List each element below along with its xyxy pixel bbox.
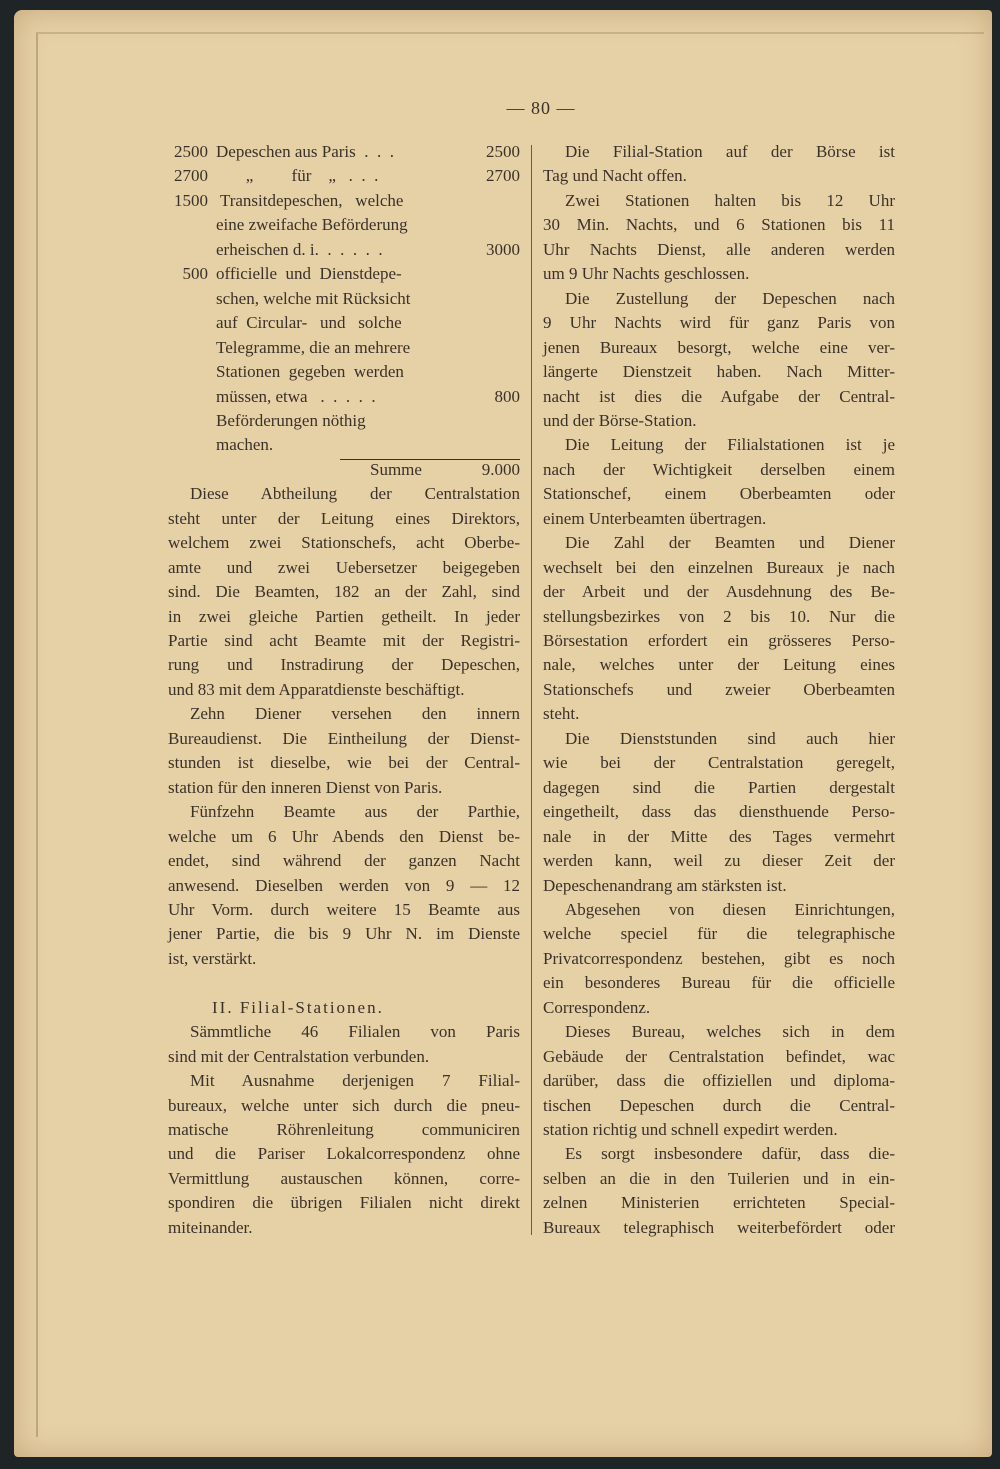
text-line: welche um 6 Uhr Abends den Dienst be- (168, 826, 520, 846)
text-line: matische Röhrenleitung communiciren (168, 1120, 520, 1139)
text-line: Abgesehen von diesen Einrichtungen, (565, 899, 895, 919)
table-row (168, 311, 520, 335)
text-line: Uhr Nachts Dienst, alle anderen werden (543, 239, 895, 259)
text-line: tischen Depeschen durch die Central- (543, 1095, 895, 1115)
text-line: bureaux, welche unter sich durch die pneu- (168, 1095, 520, 1115)
page-number: — 80 — (506, 98, 576, 118)
text-line: Uhr Vorm. durch weitere 15 Beamte aus (168, 899, 520, 919)
table-count: 2700 (174, 166, 208, 186)
text-line: Partie sind acht Beamte mit der Registri- (168, 631, 520, 650)
text-line: 30 Min. Nachts, und 6 Stationen bis 11 (543, 215, 895, 235)
table-row (168, 336, 520, 360)
table-description: Telegramme, die an mehrere (216, 337, 411, 357)
text-line: rung und Instradirung der Depeschen, (168, 655, 520, 675)
text-line: amte und zwei Uebersetzer beigegeben (168, 557, 520, 577)
text-line: nacht ist dies die Aufgabe der Central- (543, 386, 895, 406)
table-row (168, 164, 520, 188)
table-row (168, 409, 520, 433)
text-line: anwesend. Dieselben werden von 9 — 12 (168, 875, 520, 895)
text-line: werden kann, weil zu dieser Zeit der (543, 851, 895, 871)
table-description: müssen, etwa . . . . . (216, 386, 376, 406)
table-description: Beförderungen nöthig (216, 410, 366, 430)
table-count: 2500 (174, 142, 208, 161)
text-line: steht. (543, 704, 580, 724)
text-line: Gebäude der Centralstation befindet, wac (543, 1046, 895, 1066)
table-value: 800 (494, 386, 520, 406)
sum-label: Summe (370, 459, 422, 479)
text-line: station richtig und schnell expedirt werden. (543, 1120, 838, 1139)
table-sum-row (168, 458, 520, 482)
text-line: jenen Bureaux besorgt, welche eine ver- (543, 337, 895, 357)
text-line: sind mit der Centralstation verbunden. (168, 1046, 430, 1066)
text-line: jener Partie, die bis 9 Uhr N. im Dienste (168, 924, 520, 944)
text-line: nale in der Mitte des Tages vermehrt (543, 826, 895, 846)
text-line: 9 Uhr Nachts wird für ganz Paris von (543, 313, 895, 333)
text-line: welchem zwei Stationschefs, acht Oberbe- (168, 533, 520, 553)
table-description: erheischen d. i. . . . . . (216, 239, 383, 259)
text-line: und 83 mit dem Apparatdienste beschäftigt. (168, 679, 465, 699)
text-line: Dieses Bureau, welches sich in dem (565, 1022, 895, 1042)
table-row (168, 287, 520, 311)
table-description: Stationen gegeben werden (216, 362, 404, 382)
table-value: 2500 (486, 142, 520, 161)
text-line: dagegen sind die Partien dergestalt (543, 777, 895, 797)
text-line: Diese Abtheilung der Centralstation (190, 484, 520, 504)
text-line: Vermittlung austauschen können, corre- (168, 1168, 520, 1188)
table-value: 3000 (486, 239, 520, 259)
table-row (168, 238, 520, 262)
table-row (168, 385, 520, 409)
table-row (168, 213, 520, 237)
text-line: stunden ist dieselbe, wie bei der Central- (168, 753, 520, 773)
table-description: Depeschen aus Paris . . . (216, 142, 394, 161)
table-value: 2700 (486, 166, 520, 186)
table-description: auf Circular- und solche (216, 313, 402, 333)
text-line: nale, welches unter der Leitung eines (543, 655, 895, 675)
text-line: in zwei gleiche Partien getheilt. In jeder (168, 606, 520, 626)
text-line: miteinander. (168, 1217, 253, 1237)
table-description: eine zweifache Beförderung (216, 215, 408, 235)
text-line: Die Zustellung der Depeschen nach (565, 288, 895, 308)
text-line: Bureaudienst. Die Eintheilung der Dienst- (168, 728, 520, 748)
text-line: Es sorgt insbesondere dafür, dass die- (565, 1144, 895, 1164)
table-description: „ für „ . . . (216, 166, 379, 186)
text-line: und die Pariser Lokalcorrespondenz ohne (168, 1144, 520, 1164)
text-line: um 9 Uhr Nachts geschlossen. (543, 264, 750, 284)
column-divider (531, 145, 532, 1235)
text-line: spondiren die übrigen Filialen nicht direkt (168, 1193, 520, 1213)
text-line: ein besonderes Bureau für die officielle (543, 973, 895, 993)
text-line: Depeschenandrang am stärksten ist. (543, 875, 787, 895)
table-count: 500 (182, 264, 208, 284)
text-line: einem Unterbeamten übertragen. (543, 508, 767, 528)
text-line: wie bei der Centralstation geregelt, (543, 753, 895, 773)
table-row (168, 360, 520, 384)
text-line: Zwei Stationen halten bis 12 Uhr (565, 190, 895, 210)
section-heading: II. Filial-Stationen. (212, 997, 384, 1017)
text-line: Die Filial-Station auf der Börse ist (565, 142, 895, 161)
table-description: machen. (216, 435, 274, 455)
table-description: schen, welche mit Rücksicht (216, 288, 411, 308)
text-line: Die Dienststunden sind auch hier (565, 728, 895, 748)
text-line: und der Börse-Station. (543, 410, 697, 430)
text-line: steht unter der Leitung eines Direktors, (168, 508, 520, 528)
text-line: eingetheilt, dass das diensthuende Perso- (543, 802, 895, 822)
table-description: Transitdepeschen, welche (216, 190, 404, 210)
table-description: officielle und Dienstdepe- (216, 264, 402, 284)
table-row (168, 189, 520, 213)
text-line: sind. Die Beamten, 182 an der Zahl, sind (168, 582, 520, 602)
text-line: ist, verstärkt. (168, 948, 257, 968)
text-line: welche speciel für die telegraphische (543, 924, 895, 944)
text-line: endet, sind während der ganzen Nacht (168, 851, 520, 871)
text-line: darüber, dass die offiziellen und diploma- (543, 1071, 895, 1091)
table-row (168, 433, 520, 457)
table-row (168, 262, 520, 286)
text-line: nach der Wichtigkeit derselben einem (543, 459, 895, 479)
table-count: 1500 (174, 190, 208, 210)
text-line: Börsestation erfordert ein grösseres Perso- (543, 631, 895, 650)
text-line: stellungsbezirkes von 2 bis 10. Nur die (543, 606, 895, 626)
sum-value: 9.000 (481, 459, 520, 479)
text-line: Die Leitung der Filialstationen ist je (565, 435, 895, 455)
text-line: station für den inneren Dienst von Paris. (168, 777, 443, 797)
text-line: Privatcorrespondenz bestehen, gibt es noch (543, 948, 895, 968)
text-line: Stationschef, einem Oberbeamten oder (543, 484, 895, 504)
text-line: selben an die in den Tuilerien und in ein- (543, 1168, 895, 1188)
text-line: zelnen Ministerien errichteten Special- (543, 1193, 895, 1213)
text-line: Die Zahl der Beamten und Diener (565, 533, 895, 553)
table-row (168, 140, 520, 164)
text-line: Fünfzehn Beamte aus der Parthie, (190, 802, 520, 822)
text-line: Stationschefs und zweier Oberbeamten (543, 679, 895, 699)
text-line: wechselt bei den einzelnen Bureaux je nach (543, 557, 895, 577)
text-line: Tag und Nacht offen. (543, 166, 687, 186)
text-line: Sämmtliche 46 Filialen von Paris (190, 1022, 520, 1042)
text-line: Mit Ausnahme derjenigen 7 Filial- (190, 1071, 520, 1091)
text-line: der Arbeit und der Ausdehnung des Be- (543, 582, 895, 602)
text-line: Zehn Diener versehen den innern (190, 704, 520, 724)
text-line: längerte Dienstzeit haben. Nach Mitter- (543, 362, 895, 382)
text-line: Correspondenz. (543, 997, 651, 1017)
text-line: Bureaux telegraphisch weiterbefördert oder (543, 1217, 895, 1237)
